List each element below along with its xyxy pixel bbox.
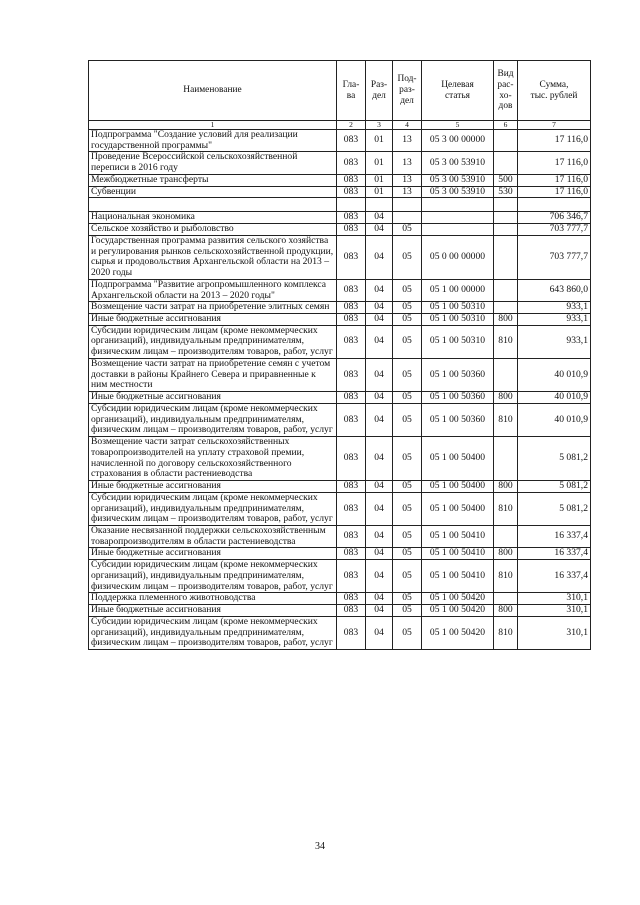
cell-glava: 083 bbox=[337, 314, 366, 326]
cell-glava: 083 bbox=[337, 224, 366, 236]
cell-sum: 5 081,2 bbox=[518, 492, 591, 525]
cell-razdel: 04 bbox=[366, 235, 393, 279]
cell-sum: 16 337,4 bbox=[518, 548, 591, 560]
cell-glava: 083 bbox=[337, 593, 366, 605]
cell-podrazdel: 05 bbox=[393, 403, 422, 436]
cell-target: 05 3 00 53910 bbox=[422, 186, 494, 198]
cell-sum: 933,1 bbox=[518, 325, 591, 358]
cell-glava: 083 bbox=[337, 605, 366, 617]
cell-vid bbox=[494, 593, 518, 605]
cell-sum: 703 777,7 bbox=[518, 235, 591, 279]
cell-target: 05 3 00 00000 bbox=[422, 130, 494, 152]
cell-name: Проведение Всероссийской сельскохозяйственной переписи в 2016 году bbox=[89, 152, 337, 174]
cell-vid: 500 bbox=[494, 174, 518, 186]
cell-target: 05 1 00 50360 bbox=[422, 403, 494, 436]
cell-target: 05 3 00 53910 bbox=[422, 152, 494, 174]
cell-podrazdel: 13 bbox=[393, 152, 422, 174]
cell-sum: 17 116,0 bbox=[518, 152, 591, 174]
table-row bbox=[89, 224, 591, 236]
cell-vid: 810 bbox=[494, 325, 518, 358]
header-vid: Вид рас- хо- дов bbox=[494, 61, 518, 121]
cell-name: Возмещение части затрат сельскохозяйственных товаропроизводителей на уплату страховой премии, начисленной по договору сельскохозяйственного страхования в области растениеводства bbox=[89, 437, 337, 481]
table-row bbox=[89, 302, 591, 314]
cell-sum: 933,1 bbox=[518, 314, 591, 326]
cell-sum: 40 010,9 bbox=[518, 392, 591, 404]
table-row bbox=[89, 186, 591, 198]
cell-podrazdel: 05 bbox=[393, 605, 422, 617]
cell-vid: 530 bbox=[494, 186, 518, 198]
cell-vid: 810 bbox=[494, 616, 518, 649]
cell-razdel: 04 bbox=[366, 314, 393, 326]
cell-podrazdel: 05 bbox=[393, 224, 422, 236]
cell-target: 05 1 00 50420 bbox=[422, 616, 494, 649]
cell-target: 05 1 00 50420 bbox=[422, 605, 494, 617]
cell-target bbox=[422, 212, 494, 224]
table-row bbox=[89, 481, 591, 493]
cell-podrazdel: 05 bbox=[393, 235, 422, 279]
cell-sum: 16 337,4 bbox=[518, 525, 591, 547]
cell-sum: 310,1 bbox=[518, 605, 591, 617]
cell-podrazdel: 05 bbox=[393, 325, 422, 358]
cell-name: Национальная экономика bbox=[89, 212, 337, 224]
cell-name: Подпрограмма "Развитие агропромышленного комплекса Архангельской области на 2013 – 2020 годы" bbox=[89, 279, 337, 301]
cell-vid: 800 bbox=[494, 481, 518, 493]
cell-name: Иные бюджетные ассигнования bbox=[89, 548, 337, 560]
cell-razdel: 01 bbox=[366, 152, 393, 174]
cell-name: Иные бюджетные ассигнования bbox=[89, 392, 337, 404]
table-row bbox=[89, 593, 591, 605]
cell-name: Субсидии юридическим лицам (кроме некоммерческих организаций), индивидуальным предпринимателям, физическим лицам – производителям товаров, работ, услуг bbox=[89, 616, 337, 649]
cell-sum: 17 116,0 bbox=[518, 186, 591, 198]
cell-sum: 310,1 bbox=[518, 616, 591, 649]
cell-razdel: 04 bbox=[366, 548, 393, 560]
cell-target: 05 1 00 50400 bbox=[422, 481, 494, 493]
cell-podrazdel bbox=[393, 198, 422, 212]
cell-sum: 933,1 bbox=[518, 302, 591, 314]
cell-vid bbox=[494, 198, 518, 212]
cell-sum bbox=[518, 198, 591, 212]
cell-name: Оказание несвязанной поддержки сельскохозяйственным товаропроизводителям в области растениеводства bbox=[89, 525, 337, 547]
cell-target: 05 1 00 50400 bbox=[422, 437, 494, 481]
table-row bbox=[89, 358, 591, 391]
cell-sum: 706 346,7 bbox=[518, 212, 591, 224]
cell-vid bbox=[494, 130, 518, 152]
cell-sum: 16 337,4 bbox=[518, 560, 591, 593]
cell-podrazdel: 05 bbox=[393, 481, 422, 493]
cell-glava: 083 bbox=[337, 152, 366, 174]
cell-sum: 643 860,0 bbox=[518, 279, 591, 301]
table-row bbox=[89, 279, 591, 301]
cell-name: Иные бюджетные ассигнования bbox=[89, 314, 337, 326]
cell-name: Субсидии юридическим лицам (кроме некоммерческих организаций), индивидуальным предпринимателям, физическим лицам – производителям товаров, работ, услуг bbox=[89, 492, 337, 525]
cell-vid bbox=[494, 358, 518, 391]
table-row bbox=[89, 605, 591, 617]
cell-razdel: 04 bbox=[366, 525, 393, 547]
cell-name: Возмещение части затрат на приобретение элитных семян bbox=[89, 302, 337, 314]
cell-razdel: 04 bbox=[366, 212, 393, 224]
cell-sum: 40 010,9 bbox=[518, 403, 591, 436]
cell-glava: 083 bbox=[337, 279, 366, 301]
cell-razdel: 04 bbox=[366, 392, 393, 404]
cell-podrazdel: 05 bbox=[393, 560, 422, 593]
cell-podrazdel: 05 bbox=[393, 616, 422, 649]
budget-table bbox=[88, 60, 591, 650]
cell-glava: 083 bbox=[337, 325, 366, 358]
cell-vid bbox=[494, 525, 518, 547]
cell-podrazdel: 05 bbox=[393, 392, 422, 404]
cell-target: 05 1 00 50400 bbox=[422, 492, 494, 525]
cell-razdel: 04 bbox=[366, 437, 393, 481]
cell-razdel: 04 bbox=[366, 481, 393, 493]
cell-target: 05 1 00 50310 bbox=[422, 314, 494, 326]
cell-vid: 810 bbox=[494, 492, 518, 525]
table-row bbox=[89, 235, 591, 279]
cell-name: Субсидии юридическим лицам (кроме некоммерческих организаций), индивидуальным предпринимателям, физическим лицам – производителям товаров, работ, услуг bbox=[89, 560, 337, 593]
table-row bbox=[89, 437, 591, 481]
cell-razdel: 04 bbox=[366, 224, 393, 236]
cell-glava: 083 bbox=[337, 235, 366, 279]
cell-target: 05 1 00 50310 bbox=[422, 325, 494, 358]
cell-name: Субсидии юридическим лицам (кроме некоммерческих организаций), индивидуальным предпринимателям, физическим лицам – производителям товаров, работ, услуг bbox=[89, 325, 337, 358]
cell-name: Межбюджетные трансферты bbox=[89, 174, 337, 186]
column-number: 7 bbox=[518, 121, 591, 130]
cell-target: 05 1 00 50310 bbox=[422, 302, 494, 314]
header-row bbox=[89, 61, 591, 121]
table-row bbox=[89, 560, 591, 593]
cell-podrazdel: 05 bbox=[393, 492, 422, 525]
cell-target: 05 0 00 00000 bbox=[422, 235, 494, 279]
cell-glava: 083 bbox=[337, 392, 366, 404]
table-row bbox=[89, 525, 591, 547]
cell-glava: 083 bbox=[337, 525, 366, 547]
cell-target: 05 3 00 53910 bbox=[422, 174, 494, 186]
cell-target: 05 1 00 50410 bbox=[422, 560, 494, 593]
column-number: 5 bbox=[422, 121, 494, 130]
table-row bbox=[89, 548, 591, 560]
cell-sum: 17 116,0 bbox=[518, 130, 591, 152]
cell-vid: 800 bbox=[494, 314, 518, 326]
table-body bbox=[89, 130, 591, 650]
table-row bbox=[89, 325, 591, 358]
cell-glava: 083 bbox=[337, 302, 366, 314]
cell-razdel: 04 bbox=[366, 325, 393, 358]
cell-glava: 083 bbox=[337, 492, 366, 525]
cell-podrazdel: 05 bbox=[393, 314, 422, 326]
cell-razdel bbox=[366, 198, 393, 212]
cell-podrazdel bbox=[393, 212, 422, 224]
cell-vid bbox=[494, 224, 518, 236]
cell-vid: 810 bbox=[494, 403, 518, 436]
cell-razdel: 01 bbox=[366, 174, 393, 186]
cell-vid bbox=[494, 152, 518, 174]
cell-name bbox=[89, 198, 337, 212]
cell-podrazdel: 05 bbox=[393, 279, 422, 301]
cell-glava: 083 bbox=[337, 560, 366, 593]
cell-target bbox=[422, 198, 494, 212]
table-row bbox=[89, 130, 591, 152]
cell-glava: 083 bbox=[337, 548, 366, 560]
cell-sum: 40 010,9 bbox=[518, 358, 591, 391]
cell-podrazdel: 05 bbox=[393, 525, 422, 547]
cell-target: 05 1 00 50420 bbox=[422, 593, 494, 605]
cell-podrazdel: 05 bbox=[393, 358, 422, 391]
column-number: 1 bbox=[89, 121, 337, 130]
cell-razdel: 04 bbox=[366, 302, 393, 314]
cell-podrazdel: 05 bbox=[393, 593, 422, 605]
cell-target: 05 1 00 00000 bbox=[422, 279, 494, 301]
header-name: Наименование bbox=[89, 61, 337, 121]
header-sum: Сумма, тыс. рублей bbox=[518, 61, 591, 121]
table-row bbox=[89, 314, 591, 326]
cell-glava bbox=[337, 198, 366, 212]
cell-sum: 5 081,2 bbox=[518, 481, 591, 493]
cell-podrazdel: 13 bbox=[393, 174, 422, 186]
cell-podrazdel: 13 bbox=[393, 130, 422, 152]
cell-podrazdel: 05 bbox=[393, 437, 422, 481]
cell-name: Поддержка племенного животноводства bbox=[89, 593, 337, 605]
cell-razdel: 04 bbox=[366, 605, 393, 617]
cell-vid bbox=[494, 279, 518, 301]
cell-sum: 17 116,0 bbox=[518, 174, 591, 186]
header-glava: Гла- ва bbox=[337, 61, 366, 121]
table-row bbox=[89, 174, 591, 186]
cell-glava: 083 bbox=[337, 481, 366, 493]
cell-vid bbox=[494, 437, 518, 481]
cell-glava: 083 bbox=[337, 616, 366, 649]
cell-razdel: 04 bbox=[366, 358, 393, 391]
cell-vid: 800 bbox=[494, 605, 518, 617]
cell-razdel: 04 bbox=[366, 492, 393, 525]
cell-name: Государственная программа развития сельского хозяйства и регулирования рынков сельскохозяйственной продукции, сырья и продовольствия Архангельской области на 2013 – 2020 годы bbox=[89, 235, 337, 279]
table-row bbox=[89, 212, 591, 224]
cell-glava: 083 bbox=[337, 403, 366, 436]
column-number: 3 bbox=[366, 121, 393, 130]
header-razdel: Раз- дел bbox=[366, 61, 393, 121]
cell-target: 05 1 00 50410 bbox=[422, 525, 494, 547]
cell-name: Субсидии юридическим лицам (кроме некоммерческих организаций), индивидуальным предпринимателям, физическим лицам – производителям товаров, работ, услуг bbox=[89, 403, 337, 436]
cell-razdel: 04 bbox=[366, 593, 393, 605]
table-row bbox=[89, 392, 591, 404]
cell-vid bbox=[494, 235, 518, 279]
cell-vid bbox=[494, 212, 518, 224]
cell-target bbox=[422, 224, 494, 236]
cell-podrazdel: 13 bbox=[393, 186, 422, 198]
cell-razdel: 01 bbox=[366, 186, 393, 198]
table-row bbox=[89, 152, 591, 174]
column-number: 6 bbox=[494, 121, 518, 130]
cell-name: Субвенции bbox=[89, 186, 337, 198]
table-row bbox=[89, 198, 591, 212]
cell-podrazdel: 05 bbox=[393, 548, 422, 560]
cell-vid: 800 bbox=[494, 392, 518, 404]
cell-name: Сельское хозяйство и рыболовство bbox=[89, 224, 337, 236]
cell-name: Подпрограмма "Создание условий для реализации государственной программы" bbox=[89, 130, 337, 152]
table-row bbox=[89, 492, 591, 525]
cell-glava: 083 bbox=[337, 186, 366, 198]
header-podrazdel: Под- раз- дел bbox=[393, 61, 422, 121]
column-number: 4 bbox=[393, 121, 422, 130]
cell-podrazdel: 05 bbox=[393, 302, 422, 314]
cell-sum: 310,1 bbox=[518, 593, 591, 605]
cell-name: Иные бюджетные ассигнования bbox=[89, 481, 337, 493]
cell-vid: 810 bbox=[494, 560, 518, 593]
table-row bbox=[89, 616, 591, 649]
cell-vid: 800 bbox=[494, 548, 518, 560]
cell-razdel: 04 bbox=[366, 560, 393, 593]
cell-glava: 083 bbox=[337, 212, 366, 224]
cell-glava: 083 bbox=[337, 358, 366, 391]
cell-razdel: 04 bbox=[366, 279, 393, 301]
column-number: 2 bbox=[337, 121, 366, 130]
cell-target: 05 1 00 50360 bbox=[422, 358, 494, 391]
table-row bbox=[89, 403, 591, 436]
cell-glava: 083 bbox=[337, 437, 366, 481]
cell-sum: 703 777,7 bbox=[518, 224, 591, 236]
cell-name: Иные бюджетные ассигнования bbox=[89, 605, 337, 617]
header-target: Целевая статья bbox=[422, 61, 494, 121]
cell-target: 05 1 00 50410 bbox=[422, 548, 494, 560]
cell-target: 05 1 00 50360 bbox=[422, 392, 494, 404]
cell-glava: 083 bbox=[337, 174, 366, 186]
cell-razdel: 04 bbox=[366, 403, 393, 436]
cell-razdel: 04 bbox=[366, 616, 393, 649]
cell-vid bbox=[494, 302, 518, 314]
cell-name: Возмещение части затрат на приобретение семян с учетом доставки в районы Крайнего Севера и приравненные к ним местности bbox=[89, 358, 337, 391]
cell-glava: 083 bbox=[337, 130, 366, 152]
page-number: 34 bbox=[315, 841, 325, 852]
cell-razdel: 01 bbox=[366, 130, 393, 152]
cell-sum: 5 081,2 bbox=[518, 437, 591, 481]
